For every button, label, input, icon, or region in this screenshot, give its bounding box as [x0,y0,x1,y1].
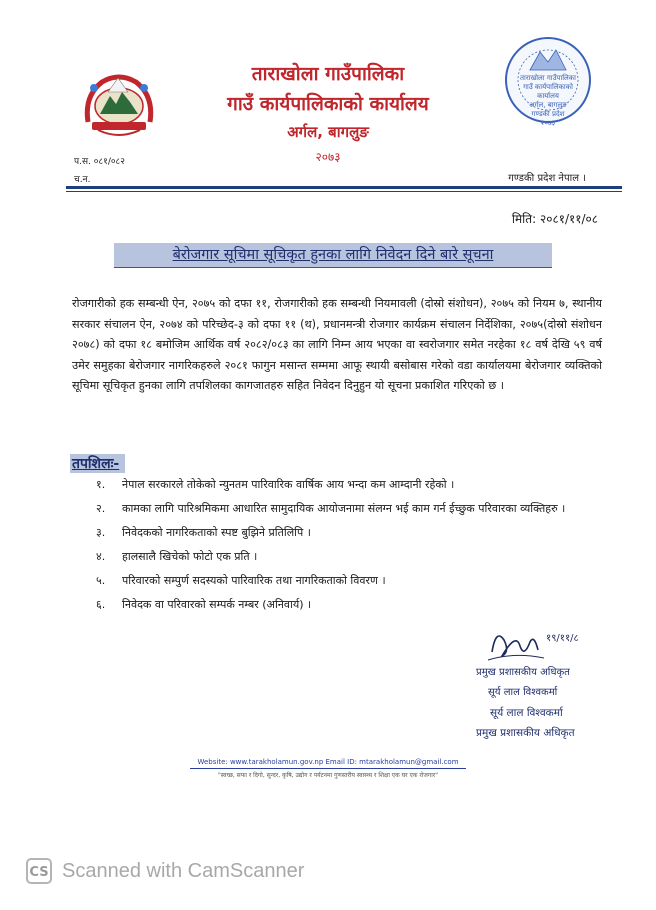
footer-contact: Website: www.tarakholamun.gov.np Email ID: mtarakholamun@gmail.com [197,758,459,766]
issue-date: मिति: २०८१/११/०८ [511,212,598,226]
list-item: ३. निवेदकको नागरिकताको स्पष्ट बुझिने प्रतिलिपि । [96,526,311,539]
seal-text-line1: ताराखोला गाउँपालिका [520,74,576,82]
stamp-title: प्रमुख प्रशासकीय अधिकृत [476,667,570,678]
notice-subject: बेरोजगार सूचिमा सूचिकृत हुनका लागि निवेदन दिने बारे सूचना [114,243,552,268]
officer-name: सूर्य लाल विश्वकर्मा [490,707,563,719]
list-item: ५. परिवारको सम्पुर्ण सदस्यको पारिवारिक तथा नागरिकताको विवरण । [96,574,386,587]
footer-rule [190,768,466,769]
office-title-year: २०७३ [315,150,341,164]
province-label: गण्डकी प्रदेश नेपाल । [508,173,586,184]
list-item: १. नेपाल सरकारले तोकेको न्युनतम पारिवारिक वार्षिक आय भन्दा कम आम्दानी रहेको । [96,478,455,491]
camscanner-watermark [26,858,304,884]
notice-body: रोजगारीको हक सम्बन्धी ऐन, २०७५ को दफा ११, रोजगारीको हक सम्बन्धी नियमावली (दोस्रो संशोधन), २०७५ को नियम ७, स्थानीय सरकार संचालन ऐन, २०७४ को परिच्छेद-३ को दफा ११ (थ), प्रधानमन्त्री रोजगार कार्यक्रम संचालन निर्देशिका, २०७५(दोस्रो संशोधन २०७८) को दफा १८ बमोजिम आर्थिक वर्ष २०८२/०८३ का लागि निम्न आय भएका वा स्वरोजगार समेत नरहेका १८ वर्ष देखि ५९ वर्ष उमेर समुहका बेरोजगार नागरिकहरुले २०८१ फागुन मसान्त सम्ममा आफू स्थायी बसोबास गरेको वडा कार्यालयमा बेरोजगार व्यक्तिको सूचिमा सूचिकृत हुनका लागि तपशिलका कागजातहरु सहित निवेदन दिनुहुन यो सूचना प्रकाशित गरिएको छ । [72,297,602,392]
office-title-line1: ताराखोला गाउँपालिका [251,63,405,85]
reference-number: प.स. ०८१/०८२ [74,157,125,167]
officer-title: प्रमुख प्रशासकीय अधिकृत [476,727,575,739]
signature-date: १९/११/८ [546,633,579,644]
office-title-line2: गाउँ कार्यपालिकाको कार्यालय [227,93,429,115]
header-rule-thin [66,191,622,192]
details-heading: तपशिलः- [70,454,125,473]
dispatch-number: च.न. [74,175,91,185]
list-item: ६. निवेदक वा परिवारको सम्पर्क नम्बर (अनिवार्य) । [96,598,312,611]
stamp-name: सूर्य लाल विश्वकर्मा [488,687,558,698]
requirements-list [96,476,596,614]
watermark-text: Scanned with CamScanner [62,859,305,882]
office-title-line3: अर्गल, बागलुङ [287,123,369,141]
camscanner-logo-icon: CS [26,858,52,884]
signature-icon [486,622,546,664]
seal-text-line4: गण्डकी प्रदेश [531,110,565,118]
seal-text-line2: गाउँ कार्यपालिकाको कार्यालय [523,83,573,100]
list-item: २. कामका लागि पारिश्रमिकमा आधारित सामुदायिक आयोजनामा संलग्न भई काम गर्न ईच्छुक परिवारका व्यक्तिहरु । [96,502,566,515]
header-rule [66,186,622,189]
seal-text-line3: अर्गल, बागलुङ [529,101,567,109]
footer-slogan: "स्वच्छ, सफा र दिगो, सुन्दर, कृषि, उद्योग र पर्यटनमा गुणस्तरीय स्वास्थ्य र शिक्षा एक घर एक रोजगार" [218,772,438,779]
list-item: ४. हालसालै खिचेको फोटो एक प्रति । [96,550,258,563]
seal-text-line5: २०७३ [540,119,556,127]
